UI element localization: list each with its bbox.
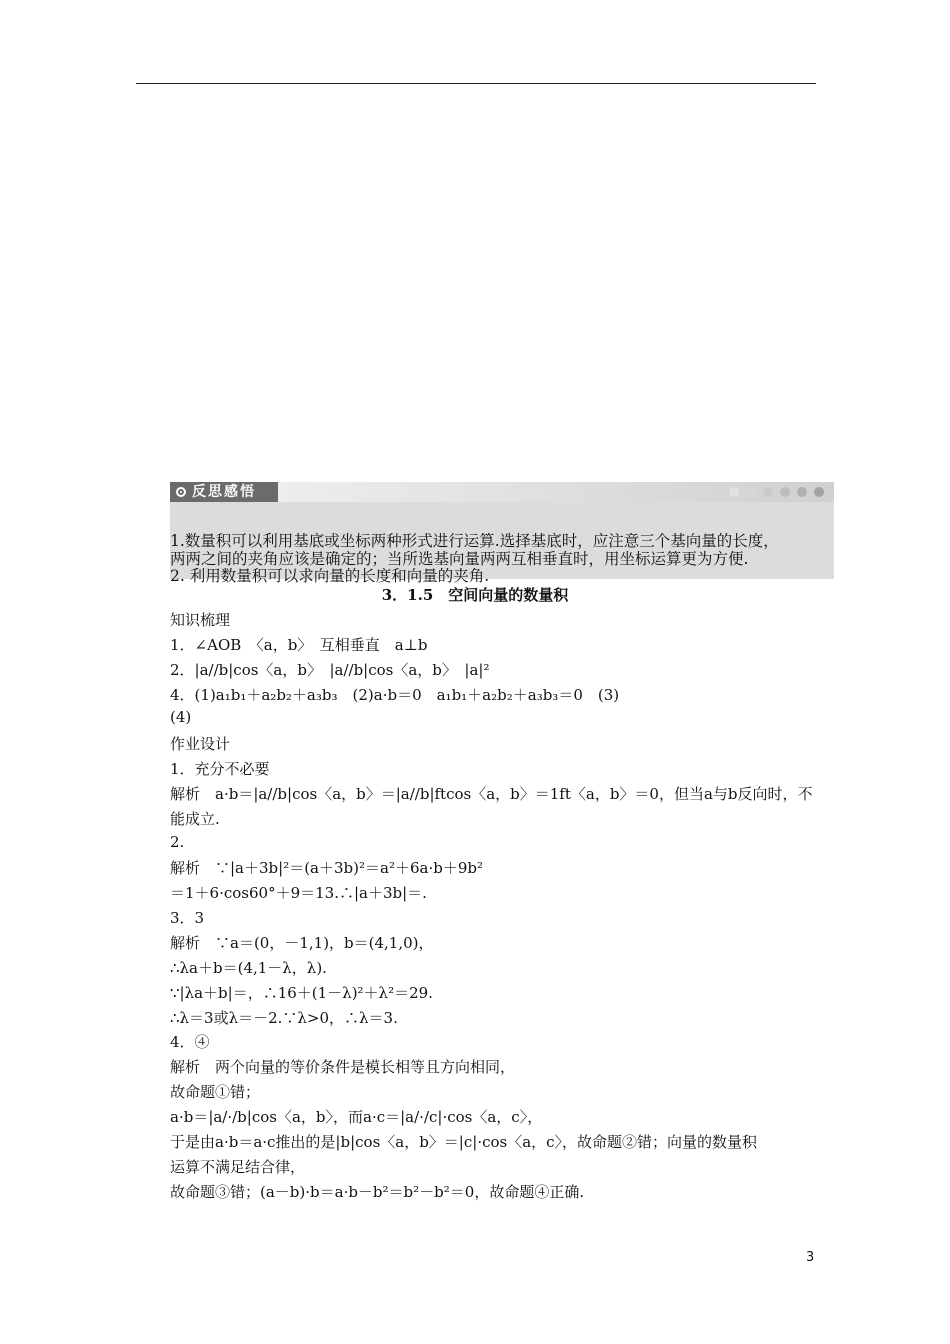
reflect-header-bar — [170, 482, 834, 502]
decorative-dot — [797, 487, 807, 497]
reflect-line: 1.数量积可以利用基底或坐标两种形式进行运算.选择基底时，应注意三个基向量的长度， — [170, 532, 779, 550]
text-line: (4) — [170, 708, 192, 726]
decorative-dot — [763, 487, 773, 497]
text-line: 解析 两个向量的等价条件是模长相等且方向相同， — [170, 1058, 516, 1076]
text-line: 故命题③错；(a－b)·b＝a·b－b²＝b²－b²＝0，故命题④正确. — [170, 1183, 585, 1201]
page-number: 3 — [806, 1250, 815, 1265]
text-line: 3．3 — [170, 909, 205, 927]
text-line: ∵|λa＋b|＝，∴16＋(1－λ)²＋λ²＝29. — [170, 984, 433, 1002]
text-line: ∴λa＋b＝(4,1－λ，λ). — [170, 959, 327, 977]
text-line: 4．④ — [170, 1033, 210, 1051]
decorative-dot — [780, 487, 790, 497]
decorative-dot — [729, 487, 739, 497]
circle-bullet-icon — [176, 487, 186, 497]
header-rule — [136, 83, 816, 84]
reflect-tab — [170, 482, 278, 502]
text-line: 故命题①错； — [170, 1083, 261, 1101]
text-line: 1．充分不必要 — [170, 760, 270, 778]
text-line: 1．∠AOB 〈a，b〉 互相垂直 a⊥b — [170, 636, 428, 654]
reflect-line: 2. 利用数量积可以求向量的长度和向量的夹角. — [170, 567, 490, 585]
text-line: 4．(1)a₁b₁＋a₂b₂＋a₃b₃ (2)a·b＝0 a₁b₁＋a₂b₂＋a₃b₃＝0 (3) — [170, 686, 620, 704]
text-line: 解析 ∵|a＋3b|²＝(a＋3b)²＝a²＋6a·b＋9b² — [170, 859, 483, 877]
decorative-dot — [814, 487, 824, 497]
text-line: 知识梳理 — [170, 611, 231, 629]
text-line: 作业设计 — [170, 735, 231, 753]
text-line: 于是由a·b＝a·c推出的是|b|cos〈a，b〉＝|c|·cos〈a，c〉，故命题②错；向量的数量积 — [170, 1133, 758, 1151]
section-title: 3．1.5 空间向量的数量积 — [381, 586, 569, 604]
reflect-line: 两两之间的夹角应该是确定的；当所选基向量两两互相垂直时，用坐标运算更为方便. — [170, 550, 749, 568]
text-line: 能成立. — [170, 810, 220, 828]
text-line: a·b＝|a/·/b|cos〈a，b〉，而a·c＝|a/·/c|·cos〈a，c〉， — [170, 1108, 543, 1126]
text-line: ＝1＋6·cos60°＋9＝13.∴|a＋3b|＝. — [170, 884, 427, 902]
text-line: 2. — [170, 833, 185, 851]
reflect-tab-label: 反思感悟 — [192, 484, 256, 500]
text-line: 解析 a·b＝|a//b|cos〈a，b〉＝|a//b|ftcos〈a，b〉＝1ft〈a，b〉＝0，但当a与b反向时，不 — [170, 785, 813, 803]
decorative-dot — [746, 487, 756, 497]
text-line: ∴λ＝3或λ＝－2.∵λ>0，∴λ＝3. — [170, 1009, 398, 1027]
text-line: 解析 ∵a＝(0，－1,1)，b＝(4,1,0)， — [170, 934, 434, 952]
text-line: 运算不满足结合律， — [170, 1158, 306, 1176]
decorative-dots — [729, 487, 824, 497]
text-line: 2．|a//b|cos〈a，b〉 |a//b|cos〈a，b〉 |a|² — [170, 661, 490, 679]
